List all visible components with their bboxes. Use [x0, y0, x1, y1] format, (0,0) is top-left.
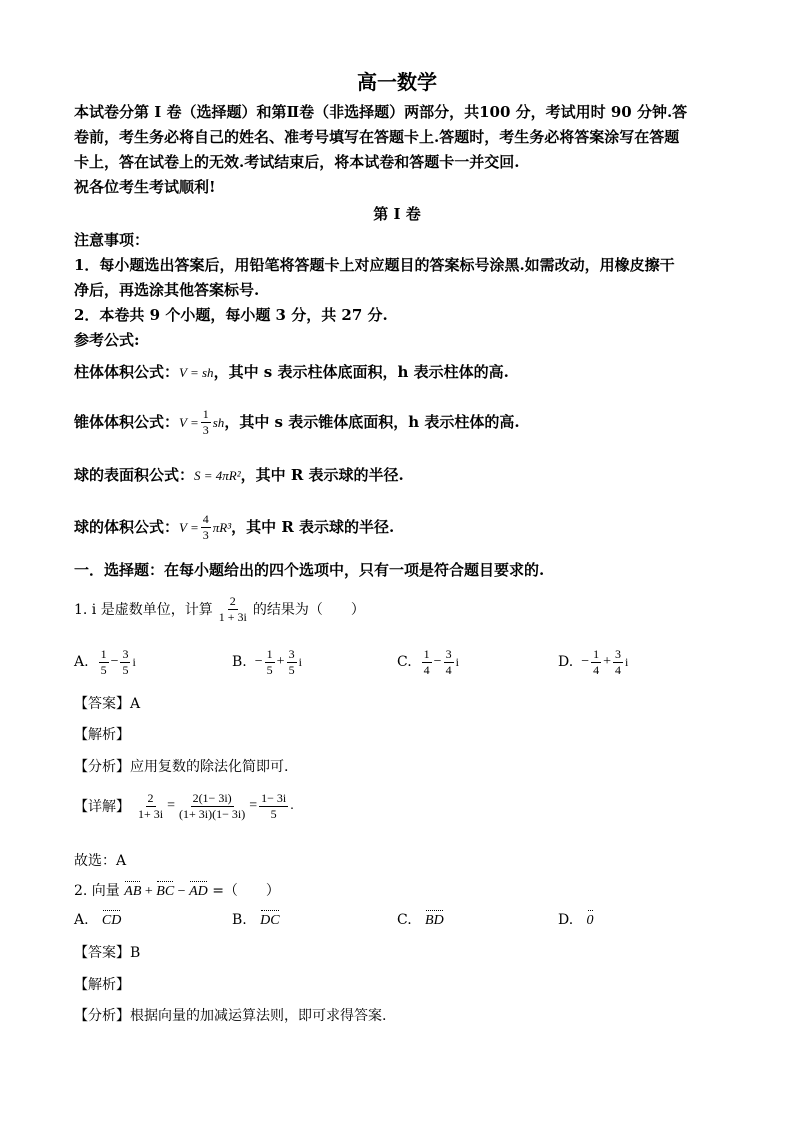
- volume-title: 第 I 卷: [373, 205, 421, 223]
- question-1-choice: 故选：A: [74, 853, 127, 869]
- question-1-analysis-tag: 【解析】: [74, 727, 130, 743]
- formula-tail: πR³: [212, 519, 232, 535]
- note-2: 2．本卷共 9 个小题，每小题 3 分，共 27 分.: [74, 306, 388, 324]
- formula-sphere-area: [74, 463, 404, 488]
- question-1-option-a[interactable]: A. $\frac{1}{5}$ − $\frac{3}{5}$ i: [74, 647, 136, 677]
- formula-description: ，其中 R 表示球的半径.: [231, 517, 395, 536]
- page-title: 高一数学: [357, 70, 437, 94]
- question-1-answer: 【答案】A: [74, 696, 141, 712]
- formula-expression: S = 4πR²: [194, 468, 241, 483]
- intro-line-2: 卷前，考生务必将自己的姓名、准考号填写在答题卡上.答题时，考生务必将答案涂写在答题: [74, 128, 680, 146]
- intro-line-1: 本试卷分第 I 卷（选择题）和第Ⅱ卷（非选择题）两部分，共100 分，考试用时 90 分钟.答: [74, 103, 688, 121]
- formula-label: 球的表面积公式：: [74, 466, 195, 484]
- formula-lhs: V =: [179, 519, 199, 535]
- formulas-heading: 参考公式:: [74, 331, 140, 349]
- question-1-option-b[interactable]: B. − $\frac{1}{5}$ + $\frac{3}{5}$ i: [232, 647, 302, 677]
- question-1-option-d[interactable]: D. − $\frac{1}{4}$ + $\frac{3}{4}$ i: [558, 647, 629, 677]
- question-2-answer: 【答案】B: [74, 945, 141, 961]
- note-1-line-1: 1．每小题选出答案后，用铅笔将答题卡上对应题目的答案标号涂黑.如需改动，用橡皮擦干: [74, 256, 675, 274]
- note-1-line-2: 净后，再选涂其他答案标号.: [74, 281, 260, 299]
- question-1-option-c[interactable]: C. $\frac{1}{4}$ − $\frac{3}{4}$ i: [397, 647, 459, 677]
- formula-description: ，其中 R 表示球的半径.: [240, 466, 404, 484]
- question-1-stem: 1. i 是虚数单位，计算 $\frac{2}{1 + 3i}$ 的结果为（ ）: [74, 594, 365, 624]
- formula-label: 柱体体积公式：: [74, 363, 180, 381]
- formula-fraction: $\frac{4}{3}$: [202, 512, 209, 542]
- question-1-detail: 【详解】 $\frac{2}{1+ 3i}$ = $\frac{2(1- 3i)}{(1+ 3i)(1- 3i)}$ = $\frac{1- 3i}{5}$ .: [74, 791, 294, 821]
- formula-label: 球的体积公式：: [74, 517, 180, 536]
- section-heading: 一．选择题：在每小题给出的四个选项中，只有一项是符合题目要求的.: [74, 561, 545, 579]
- question-2-option-c[interactable]: C. BD: [397, 912, 444, 928]
- question-1-fraction: $\frac{2}{1 + 3i}$: [218, 594, 247, 624]
- question-2-fenxi: 【分析】根据向量的加减运算法则，即可求得答案.: [74, 1008, 387, 1024]
- intro-line-3: 卡上，答在试卷上的无效.考试结束后，将本试卷和答题卡一并交回.: [74, 153, 520, 171]
- question-2-option-b[interactable]: B. DC: [232, 912, 280, 928]
- formula-description: ，其中 s 表示柱体底面积，h 表示柱体的高.: [213, 363, 509, 381]
- question-2-stem: 2. 向量 AB + BC − AD =（ ）: [74, 883, 280, 899]
- formula-expression: V = sh: [179, 365, 214, 380]
- question-2-option-d[interactable]: D. 0: [558, 912, 594, 928]
- question-1-fenxi: 【分析】应用复数的除法化简即可.: [74, 759, 289, 775]
- question-2-analysis-tag: 【解析】: [74, 977, 130, 993]
- formula-lhs: V =: [179, 414, 199, 430]
- notes-heading: 注意事项：: [74, 231, 150, 249]
- formula-tail: sh: [212, 414, 225, 430]
- formula-label: 锥体体积公式：: [74, 412, 180, 431]
- formula-fraction: $\frac{1}{3}$: [202, 407, 209, 437]
- formula-description: ，其中 s 表示锥体底面积，h 表示柱体的高.: [224, 412, 520, 431]
- formula-cylinder: [74, 360, 509, 385]
- formula-cone: [74, 408, 520, 436]
- formula-sphere-volume: [74, 513, 394, 541]
- question-2-option-a[interactable]: A. CD: [74, 912, 122, 928]
- wish-line: 祝各位考生考试顺利!: [74, 178, 216, 196]
